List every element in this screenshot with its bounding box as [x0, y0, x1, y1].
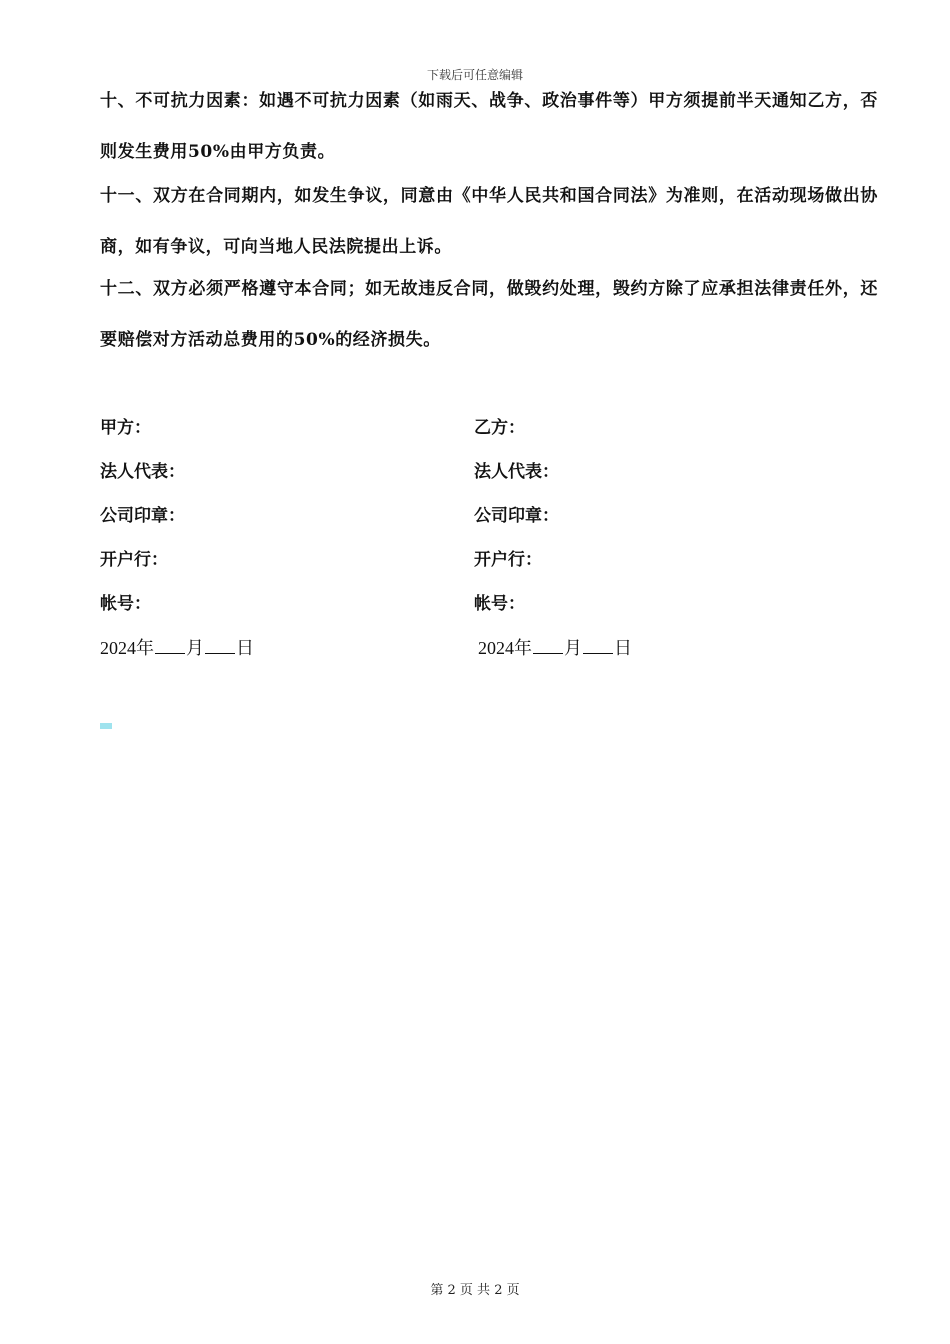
party-b-month-blank — [533, 637, 563, 654]
party-a-date-year: 2024 — [100, 638, 136, 658]
party-b-seal-label: 公司印章： — [474, 506, 559, 526]
party-a-date-year-unit: 年 — [136, 638, 154, 658]
party-a-legal-rep-label: 法人代表： — [100, 462, 185, 482]
party-b-date-year: 2024 — [478, 638, 514, 658]
party-a-account-label: 帐号： — [100, 594, 151, 614]
party-b-date-month-unit: 月 — [564, 638, 582, 658]
party-a-seal-label: 公司印章： — [100, 506, 185, 526]
page-header: 下载后可任意编辑 — [426, 68, 523, 82]
party-a-date — [100, 626, 460, 670]
clause-twelve: 十二、双方必须严格遵守本合同；如无故违反合同，做毁约处理，毁约方除了应承担法律责任外，还要赔偿对方活动总费用的50%的经济损失。 — [100, 279, 878, 350]
party-b-account-label: 帐号： — [474, 594, 525, 614]
party-a-day-blank — [205, 637, 235, 654]
party-a-bank-label: 开户行： — [100, 550, 168, 570]
clause-eleven: 十一、双方在合同期内，如发生争议，同意由《中华人民共和国合同法》为准则，在活动现场做出协商，如有争议，可向当地人民法院提出上诉。 — [100, 186, 878, 257]
party-b-label: 乙方： — [474, 418, 525, 438]
party-b-date — [474, 626, 834, 670]
page-footer: 第 2 页 共 2 页 — [430, 1283, 520, 1298]
party-b-date-year-unit: 年 — [514, 638, 532, 658]
party-b-day-blank — [583, 637, 613, 654]
party-a-month-blank — [155, 637, 185, 654]
party-b-bank-label: 开户行： — [474, 550, 542, 570]
clause-ten: 十、不可抗力因素：如遇不可抗力因素（如雨天、战争、政治事件等）甲方须提前半天通知乙方，否则发生费用50%由甲方负责。 — [100, 91, 878, 162]
party-a-date-day-unit: 日 — [236, 638, 254, 658]
party-a-signature-block — [100, 406, 460, 670]
text-cursor-marker — [100, 723, 112, 729]
party-a-date-month-unit: 月 — [186, 638, 204, 658]
party-b-legal-rep-label: 法人代表： — [474, 462, 559, 482]
party-b-signature-block — [474, 406, 834, 670]
party-b-date-day-unit: 日 — [614, 638, 632, 658]
party-a-label: 甲方： — [100, 418, 151, 438]
